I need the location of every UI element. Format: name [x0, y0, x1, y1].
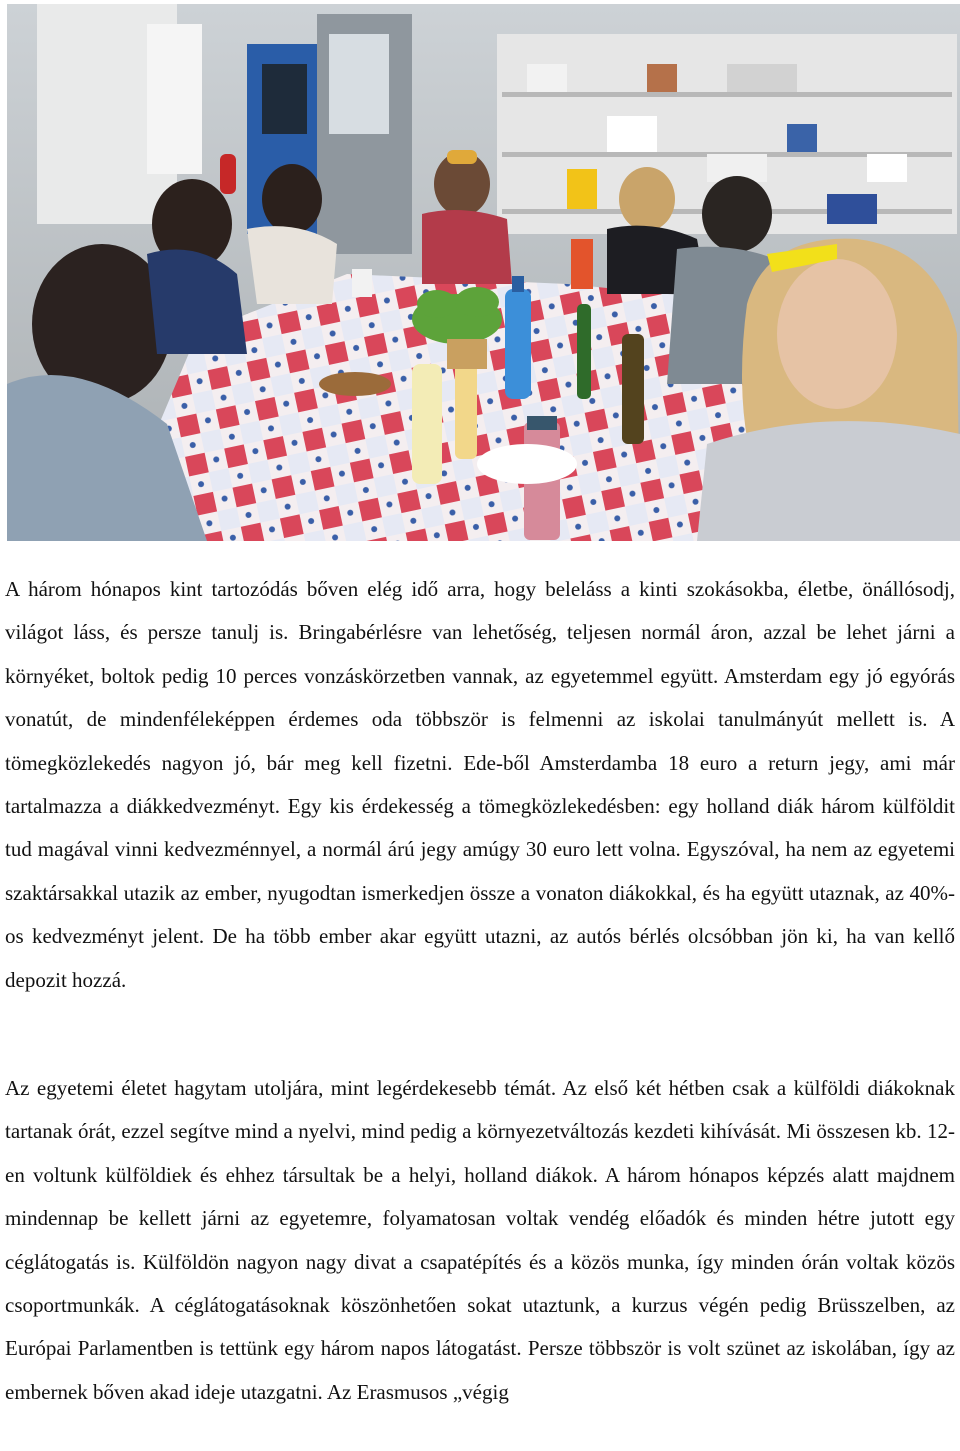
sentence: Külföldön nagyon nagy divat a csapatépítés és a közös munka, így minden órán voltak közös csoportmunkák. — [5, 1249, 955, 1318]
group-dinner-photo — [7, 4, 960, 541]
sentence: Ede-ből Amsterdamba 18 euro a return jegy, ami már tartalmazza a diákkedvezményt. — [5, 750, 955, 819]
paragraph-1 — [5, 568, 955, 1002]
sentence: Mi összesen kb. 12-en voltunk külföldiek és ehhez társultak be a helyi, holland diákok. — [5, 1119, 956, 1187]
sentence: A három hónapos képzés alatt majdnem mindennap be kellett járni az egyetemre, folyamatosan voltak vendég előadók és minden hétre jutott egy céglátogatás is. — [5, 1162, 956, 1274]
sentence: Amsterdam egy jó egyórás vonatút, de mindenféleképpen érdemes oda többször is felmenni az iskolai tanulmányút mellett is. — [5, 663, 955, 732]
sentence: De ha több ember akar együtt utazni, az autós bérlés olcsóbban jön ki, ha van kellő depozit hozzá. — [5, 924, 956, 992]
sentence: Az első két hétben csak a külföldi diákoknak tartanak órát, ezzel segítve mind a nyelvi, mind pedig a környezetváltozás kezdeti kihívását. — [5, 1076, 955, 1144]
sentence: Persze többször is volt szünet az iskolában, így az embernek bőven akad ideje utazgatni. — [5, 1336, 955, 1404]
sentence: A három hónapos kint tartozódás bőven elég idő arra, hogy beleláss a kinti szokásokba, életbe, önállósodj, világot láss, és persze tanulj is. — [5, 577, 955, 645]
sentence: Egy kis érdekesség a tömegközlekedésben: egy holland diák három külföldit tud magával vinni kedvezménnyel, a normál árú jegy amúgy 30 euro lett volna. — [5, 794, 955, 862]
paragraph-2 — [5, 1067, 955, 1414]
sentence: Az Erasmusos „végig — [326, 1379, 509, 1404]
sentence: A tömegközlekedés nagyon jó, bár meg kell fizetni. — [5, 707, 955, 775]
sentence: A céglátogatásoknak köszönhetően sokat utaztunk, a kurzus végén pedig Brüsszelben, az Európai Parlamentben is tettünk egy három napos látogatást. — [5, 1293, 955, 1361]
sentence: Az egyetemi életet hagytam utoljára, mint legérdekesebb témát. — [5, 1076, 557, 1100]
sentence: Bringabérlésre van lehetőség, teljesen normál áron, azzal be lehet járni a környéket, boltok pedig 10 perces vonzáskörzetben vannak, az egyetemmel együtt. — [5, 620, 955, 688]
sentence: Egyszóval, ha nem az egyetemi szaktársakkal utazik az ember, nyugodtan ismerkedjen össze a vonaton diákokkal, és ha együtt utaznak, az 40%-os kedvezményt jelent. — [5, 837, 955, 949]
